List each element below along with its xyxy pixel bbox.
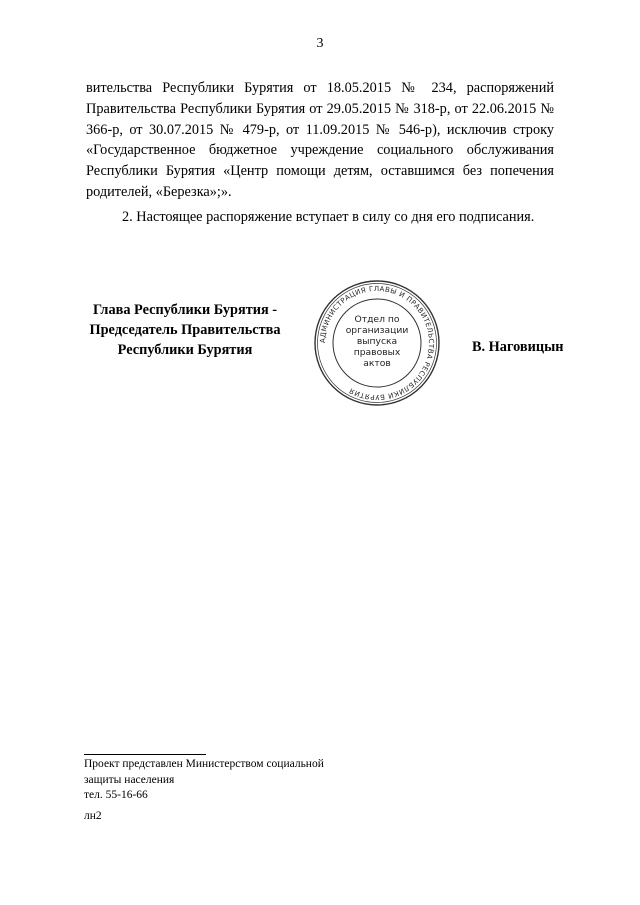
seal-center-line: правовых (353, 347, 401, 358)
seal-ring-text: АДМИНИСТРАЦИЯ ГЛАВЫ И ПРАВИТЕЛЬСТВА РЕСПУБЛИКИ БУРЯТИЯ (318, 284, 436, 402)
footnote (84, 757, 374, 804)
body-paragraph: вительства Республики Бурятия от 18.05.2015 № 234, распоряжений Правительства Республики Бурятия от 29.05.2015 № 318-р, от 22.06.2015 № 366-р, от 30.07.2015 № 479-р, от 11.09.2015 № 546-р), исключив строку «Государственное бюджетное учреждение социального обслуживания Республики Бурятия «Центр помощи детям, оставшимся без попечения родителей, «Березка»;». (86, 80, 554, 200)
signatory-title-line: Республики Бурятия (117, 342, 253, 358)
seal-center-line: выпуска (356, 336, 398, 347)
seal-center-line: Отдел по (354, 314, 400, 325)
official-seal (312, 278, 442, 408)
footnote-line: защиты населения (84, 773, 175, 786)
seal-center-line: актов (363, 358, 391, 369)
footnote-line: тел. 55-16-66 (84, 789, 148, 801)
signatory-name: В. Наговицын (472, 339, 564, 355)
document-code: лн2 (84, 810, 102, 822)
signatory-title-line: Председатель Правительства (89, 322, 281, 338)
page-number: 3 (316, 36, 324, 51)
footnote-divider (84, 754, 206, 755)
signatory-title (70, 300, 300, 360)
footnote-line: Проект представлен Министерством социальной (84, 758, 324, 770)
signatory-title-line: Глава Республики Бурятия - (92, 302, 278, 318)
clause-2: 2. Настоящее распоряжение вступает в силу со дня его подписания. (122, 209, 535, 225)
seal-center-line: организации (345, 325, 409, 336)
